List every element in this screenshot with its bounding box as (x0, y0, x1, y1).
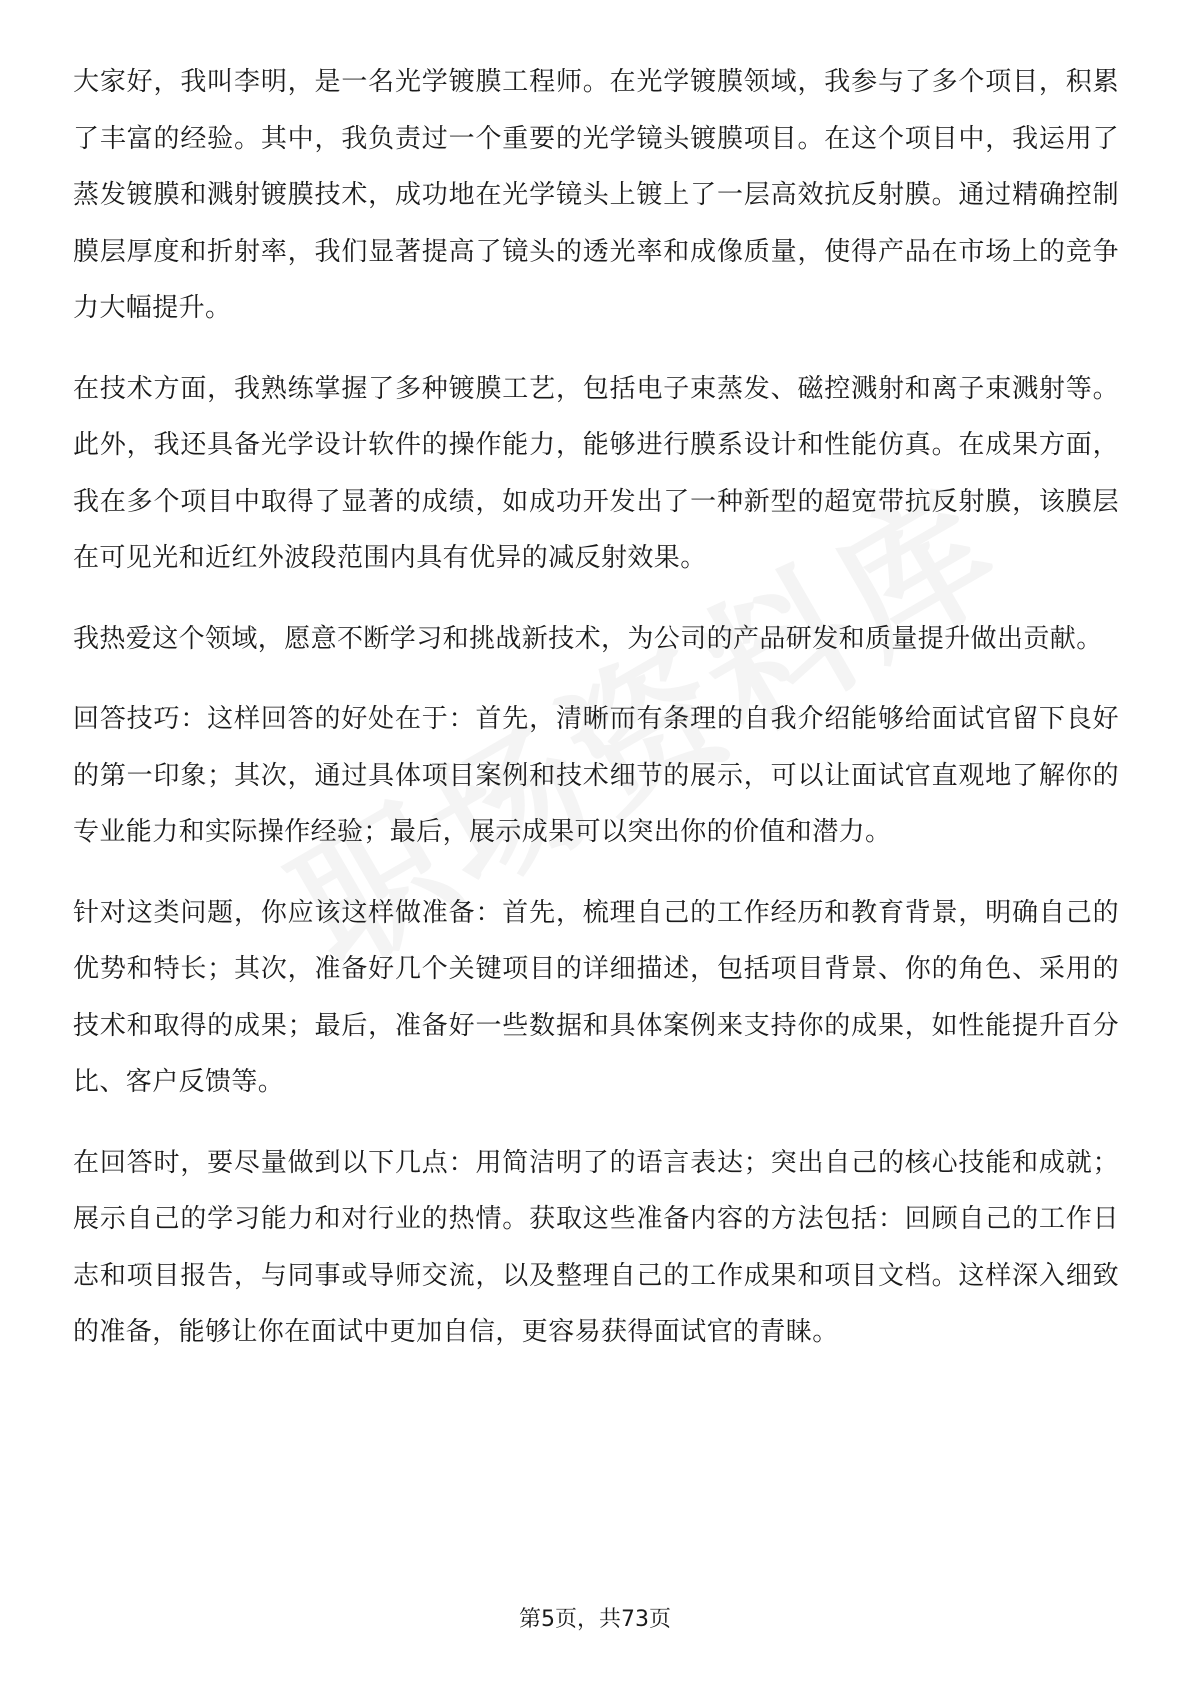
paragraph-answer-tips: 回答技巧：这样回答的好处在于：首先，清晰而有条理的自我介绍能够给面试官留下良好的第一印象；其次，通过具体项目案例和技术细节的展示，可以让面试官直观地了解你的专业能力和实际操作经验；最后，展示成果可以突出你的价值和潜力。 (73, 704, 1119, 847)
paragraph-technical-skills: 在技术方面，我熟练掌握了多种镀膜工艺，包括电子束蒸发、磁控溅射和离子束溅射等。此外，我还具备光学设计软件的操作能力，能够进行膜系设计和性能仿真。在成果方面，我在多个项目中取得了显著的成绩，如成功开发出了一种新型的超宽带抗反射膜，该膜层在可见光和近红外波段范围内具有优异的减反射效果。 (73, 373, 1119, 573)
document-body (73, 54, 1119, 1385)
page-number: 第5页，共73页 (519, 1607, 671, 1632)
paragraph-answering-points: 在回答时，要尽量做到以下几点：用简洁明了的语言表达；突出自己的核心技能和成就；展示自己的学习能力和对行业的热情。获取这些准备内容的方法包括：回顾自己的工作日志和项目报告，与同事或导师交流，以及整理自己的工作成果和项目文档。这样深入细致的准备，能够让你在面试中更加自信，更容易获得面试官的青睐。 (73, 1147, 1119, 1347)
paragraph-intro: 大家好，我叫李明，是一名光学镀膜工程师。在光学镀膜领域，我参与了多个项目，积累了丰富的经验。其中，我负责过一个重要的光学镜头镀膜项目。在这个项目中，我运用了蒸发镀膜和溅射镀膜技术，成功地在光学镜头上镀上了一层高效抗反射膜。通过精确控制膜层厚度和折射率，我们显著提高了镜头的透光率和成像质量，使得产品在市场上的竞争力大幅提升。 (73, 67, 1119, 323)
paragraph-preparation: 针对这类问题，你应该这样做准备：首先，梳理自己的工作经历和教育背景，明确自己的优势和特长；其次，准备好几个关键项目的详细描述，包括项目背景、你的角色、采用的技术和取得的成果；最后，准备好一些数据和具体案例来支持你的成果，如性能提升百分比、客户反馈等。 (73, 897, 1119, 1097)
paragraph-passion: 我热爱这个领域，愿意不断学习和挑战新技术，为公司的产品研发和质量提升做出贡献。 (73, 623, 1103, 654)
